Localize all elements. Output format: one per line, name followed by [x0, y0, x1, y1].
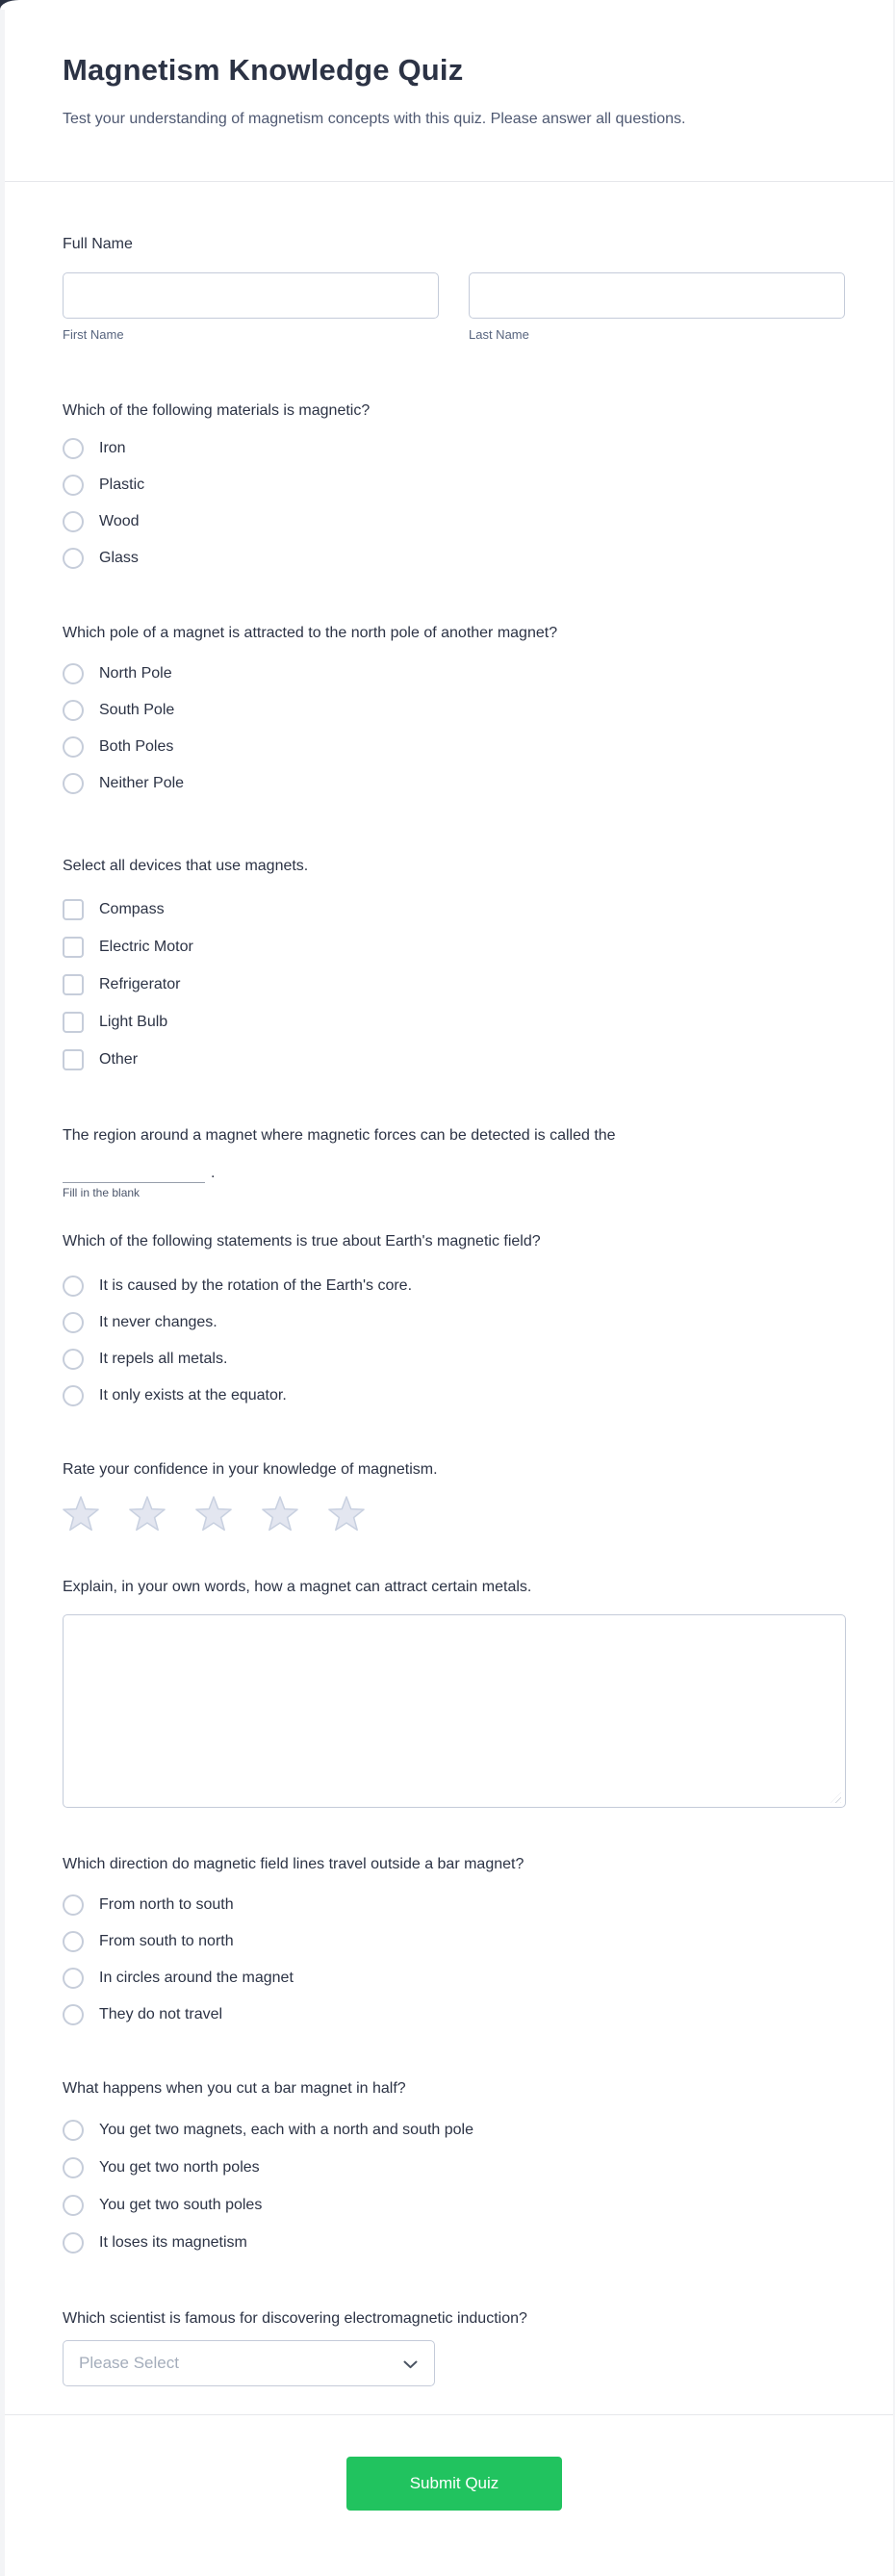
radio-icon: [63, 736, 84, 758]
option-label: Electric Motor: [99, 939, 193, 955]
question-cut-magnet: [63, 2078, 846, 2254]
page-left-edge: [0, 0, 5, 2576]
fill-blank-input[interactable]: [63, 1160, 205, 1183]
star-rating: [63, 1496, 846, 1533]
radio-option-no-travel[interactable]: [63, 2004, 846, 2025]
explain-textarea[interactable]: [63, 1614, 846, 1808]
chevron-down-icon: [403, 2360, 418, 2369]
scientist-label: Which scientist is famous for discovering electromagnetic induction?: [63, 2310, 527, 2327]
question-devices: [63, 856, 846, 1070]
radio-option-never-changes[interactable]: [63, 1312, 846, 1333]
option-label: It loses its magnetism: [99, 2234, 247, 2251]
radio-icon: [63, 475, 84, 496]
radio-icon: [63, 2157, 84, 2178]
question-earth-field: [63, 1231, 846, 1406]
first-name-sublabel: First Name: [63, 327, 124, 342]
radio-option-north-to-south[interactable]: [63, 1894, 846, 1916]
form-body: [0, 234, 895, 2511]
devices-label: Select all devices that use magnets.: [63, 858, 309, 874]
earth-field-label: Which of the following statements is true about Earth's magnetic field?: [63, 1233, 541, 1249]
first-name-input[interactable]: [63, 272, 439, 319]
radio-option-repels-metals[interactable]: [63, 1349, 846, 1370]
radio-option-loses-magnetism[interactable]: [63, 2232, 846, 2254]
option-label: North Pole: [99, 665, 172, 682]
direction-label: Which direction do magnetic field lines travel outside a bar magnet?: [63, 1856, 524, 1872]
fill-blank-row: [63, 1160, 846, 1183]
explain-label: Explain, in your own words, how a magnet can attract certain metals.: [63, 1579, 532, 1595]
option-label: Glass: [99, 550, 139, 566]
pole-options: [63, 663, 846, 794]
checkbox-icon: [63, 937, 84, 958]
radio-option-equator-only[interactable]: [63, 1385, 846, 1406]
radio-icon: [63, 1968, 84, 1989]
submit-quiz-button[interactable]: Submit Quiz: [346, 2457, 562, 2511]
radio-icon: [63, 1385, 84, 1406]
option-label: Compass: [99, 901, 165, 917]
radio-icon: [63, 2232, 84, 2254]
option-label: They do not travel: [99, 2006, 223, 2022]
option-label: South Pole: [99, 702, 175, 718]
question-scientist: [63, 2308, 846, 2386]
pole-label: Which pole of a magnet is attracted to the north pole of another magnet?: [63, 625, 558, 641]
header-divider: [0, 181, 895, 182]
last-name-sublabel: Last Name: [469, 327, 529, 342]
last-name-group: [469, 272, 845, 343]
star-icon[interactable]: [262, 1496, 298, 1533]
submit-row: [63, 2457, 846, 2511]
question-direction: [63, 1854, 846, 2025]
materials-label: Which of the following materials is magnetic?: [63, 402, 371, 419]
option-label: From south to north: [99, 1933, 234, 1949]
radio-option-wood[interactable]: [63, 511, 846, 532]
page-title: Magnetism Knowledge Quiz: [63, 53, 464, 87]
radio-icon: [63, 438, 84, 459]
star-icon[interactable]: [328, 1496, 365, 1533]
question-pole: [63, 623, 846, 794]
radio-option-neither-pole[interactable]: [63, 773, 846, 794]
radio-icon: [63, 548, 84, 569]
radio-icon: [63, 1894, 84, 1916]
checkbox-option-other[interactable]: [63, 1049, 846, 1070]
radio-option-two-south[interactable]: [63, 2195, 846, 2216]
option-label: Plastic: [99, 477, 145, 493]
question-rating: [63, 1459, 846, 1533]
option-label: Iron: [99, 440, 126, 456]
radio-icon: [63, 2004, 84, 2025]
first-name-group: [63, 272, 439, 343]
radio-icon: [63, 663, 84, 684]
radio-option-south-to-north[interactable]: [63, 1931, 846, 1952]
explain-textarea-wrap: [63, 1614, 846, 1808]
rating-label: Rate your confidence in your knowledge of magnetism.: [63, 1461, 438, 1478]
option-label: Refrigerator: [99, 976, 181, 992]
radio-option-both-poles[interactable]: [63, 736, 846, 758]
option-label: It only exists at the equator.: [99, 1387, 287, 1404]
devices-options: [63, 899, 846, 1070]
cut-magnet-label: What happens when you cut a bar magnet in half?: [63, 2080, 406, 2097]
earth-field-options: [63, 1275, 846, 1406]
checkbox-option-electric-motor[interactable]: [63, 937, 846, 958]
star-icon[interactable]: [63, 1496, 99, 1533]
question-materials: [63, 400, 846, 569]
radio-option-plastic[interactable]: [63, 475, 846, 496]
fullname-label: Full Name: [63, 236, 133, 252]
checkbox-option-compass[interactable]: [63, 899, 846, 920]
fill-blank-sentence: The region around a magnet where magnetic forces can be detected is called the: [63, 1127, 616, 1144]
radio-icon: [63, 773, 84, 794]
radio-option-south-pole[interactable]: [63, 700, 846, 721]
checkbox-option-refrigerator[interactable]: [63, 974, 846, 995]
radio-icon: [63, 511, 84, 532]
option-label: Both Poles: [99, 738, 174, 755]
option-label: Wood: [99, 513, 140, 529]
radio-option-earth-core[interactable]: [63, 1275, 846, 1297]
radio-icon: [63, 700, 84, 721]
radio-icon: [63, 1349, 84, 1370]
checkbox-icon: [63, 974, 84, 995]
window-corner: [0, 0, 25, 10]
question-explain: [63, 1577, 846, 1808]
checkbox-icon: [63, 899, 84, 920]
form-header: [0, 0, 895, 134]
question-fullname: [63, 234, 846, 343]
last-name-input[interactable]: [469, 272, 845, 319]
option-label: You get two south poles: [99, 2197, 263, 2213]
radio-icon: [63, 1931, 84, 1952]
materials-options: [63, 438, 846, 569]
direction-options: [63, 1894, 846, 2025]
option-label: You get two magnets, each with a north and south pole: [99, 2122, 474, 2138]
fill-blank-sublabel: Fill in the blank: [63, 1186, 141, 1199]
radio-option-glass[interactable]: [63, 548, 846, 569]
checkbox-option-light-bulb[interactable]: [63, 1012, 846, 1033]
checkbox-icon: [63, 1012, 84, 1033]
star-icon[interactable]: [129, 1496, 166, 1533]
star-icon[interactable]: [195, 1496, 232, 1533]
question-fill-blank: [63, 1125, 846, 1199]
radio-option-two-magnets[interactable]: [63, 2120, 846, 2141]
footer-divider: [0, 2414, 895, 2415]
option-label: From north to south: [99, 1896, 234, 1913]
radio-option-iron[interactable]: [63, 438, 846, 459]
fullname-inputs: [63, 272, 846, 343]
radio-icon: [63, 2195, 84, 2216]
cut-magnet-options: [63, 2120, 846, 2254]
option-label: It never changes.: [99, 1314, 217, 1330]
fill-blank-period: .: [211, 1165, 216, 1181]
radio-icon: [63, 1275, 84, 1297]
radio-icon: [63, 2120, 84, 2141]
page-subtitle: Test your understanding of magnetism concepts with this quiz. Please answer all questions.: [63, 111, 686, 127]
option-label: Light Bulb: [99, 1014, 168, 1030]
option-label: It repels all metals.: [99, 1351, 228, 1367]
option-label: You get two north poles: [99, 2159, 260, 2176]
radio-icon: [63, 1312, 84, 1333]
scientist-dropdown[interactable]: [63, 2340, 435, 2386]
radio-option-two-north[interactable]: [63, 2157, 846, 2178]
dropdown-placeholder: Please Select: [79, 2354, 179, 2372]
radio-option-circles[interactable]: [63, 1968, 846, 1989]
option-label: Other: [99, 1051, 139, 1068]
option-label: Neither Pole: [99, 775, 185, 791]
option-label: In circles around the magnet: [99, 1970, 294, 1986]
option-label: It is caused by the rotation of the Earth's core.: [99, 1277, 413, 1294]
radio-option-north-pole[interactable]: [63, 663, 846, 684]
checkbox-icon: [63, 1049, 84, 1070]
